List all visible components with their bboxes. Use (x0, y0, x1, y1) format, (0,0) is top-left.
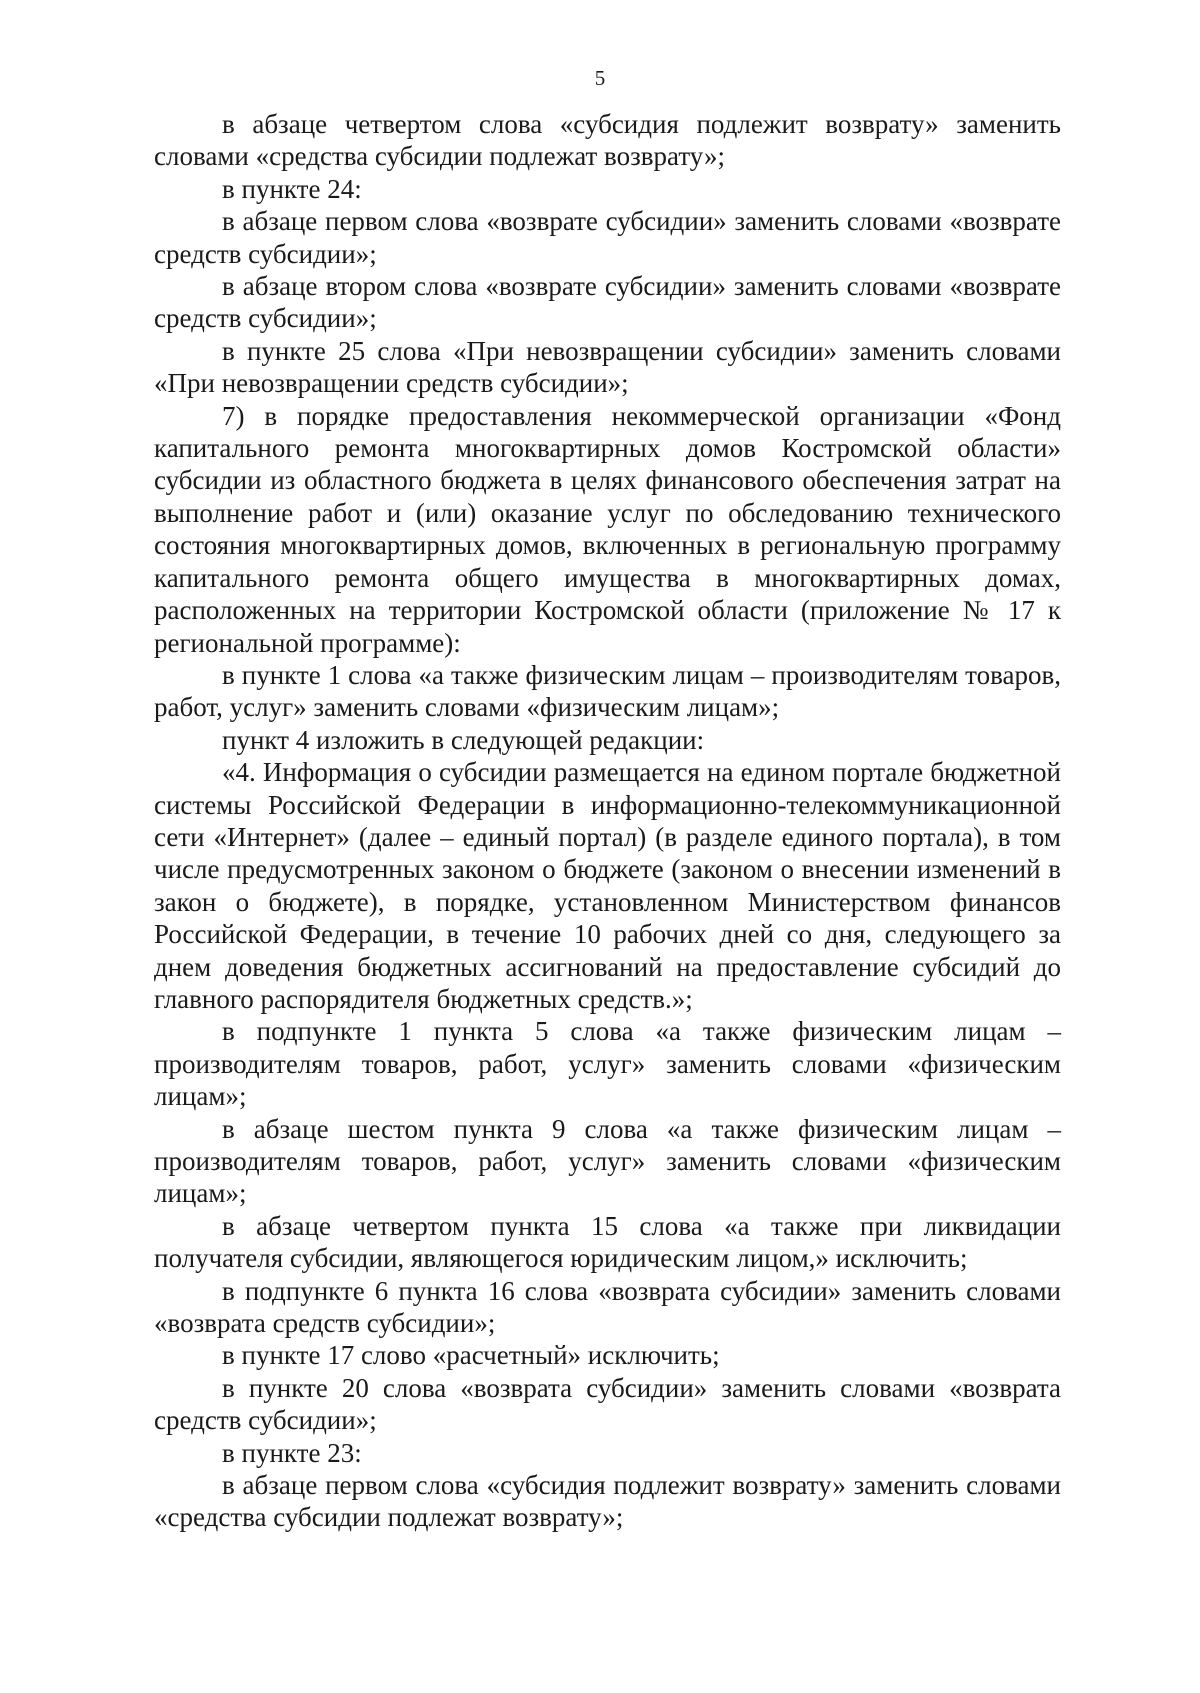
paragraph: в абзаце втором слова «возврате субсидии» заменить словами «возврате средств субсидии»; (154, 271, 1061, 334)
paragraph: в абзаце четвертом слова «субсидия подлежит возврату» заменить словами «средства субсидии подлежат возврату»; (154, 109, 1061, 172)
paragraph: в пункте 20 слова «возврата субсидии» заменить словами «возврата средств субсидии»; (154, 1372, 1061, 1436)
paragraph: пункт 4 изложить в следующей редакции: (222, 724, 705, 755)
paragraph: в пункте 25 слова «При невозвращении субсидии» заменить словами «При невозвращении средств субсидии»; (154, 335, 1061, 399)
paragraph: в подпункте 6 пункта 16 слова «возврата субсидии» заменить словами «возврата средств субсидии»; (154, 1275, 1061, 1339)
paragraph: в пункте 24: (222, 173, 362, 204)
paragraph: в абзаце первом слова «субсидия подлежит возврату» заменить словами «средства субсидии подлежат возврату»; (154, 1470, 1061, 1533)
paragraph: в абзаце четвертом пункта 15 слова «а также при ликвидации получателя субсидии, являющегося юридическим лицом,» исключить; (154, 1210, 1061, 1274)
paragraph: в подпункте 1 пункта 5 слова «а также физическим лицам – производителям товаров, работ, услуг» заменить словами «физическим лицам»; (154, 1016, 1061, 1112)
paragraph: в абзаце шестом пункта 9 слова «а также физическим лицам – производителям товаров, работ, услуг» заменить словами «физическим лицам»; (154, 1113, 1061, 1209)
paragraph: в пункте 23: (222, 1437, 362, 1468)
paragraph: «4. Информация о субсидии размещается на едином портале бюджетной системы Российской Федерации в информационно-телекоммуникационной сети «Интернет» (далее – единый портал) (в разделе единого портала), в том числе предусмотренных законом о бюджете (законом о внесении изменений в закон о бюджете), в порядке, установленном Министерством финансов Российской Федерации, в течение 10 рабочих дней со дня, следующего за днем доведения бюджетных ассигнований на предоставление субсидий до главного распорядителя бюджетных средств.»; (154, 757, 1061, 1014)
paragraph: в абзаце первом слова «возврате субсидии» заменить словами «возврате средств субсидии»; (154, 206, 1061, 269)
paragraph: в пункте 1 слова «а также физическим лицам – производителям товаров, работ, услуг» заменить словами «физическим лицам»; (154, 659, 1061, 723)
document-body (154, 108, 1061, 1534)
paragraph: в пункте 17 слово «расчетный» исключить; (222, 1340, 720, 1371)
page-number: 5 (594, 66, 606, 90)
paragraph: 7) в порядке предоставления некоммерческой организации «Фонд капитального ремонта многоквартирных домов Костромской области» субсидии из областного бюджета в целях финансового обеспечения затрат на выполнение работ и (или) оказание услуг по обследованию технического состояния многоквартирных домов, включенных в региональную программу капитального ремонта общего имущества в многоквартирных домах, расположенных на территории Костромской области (приложение № 17 к региональной программе): (154, 400, 1061, 658)
